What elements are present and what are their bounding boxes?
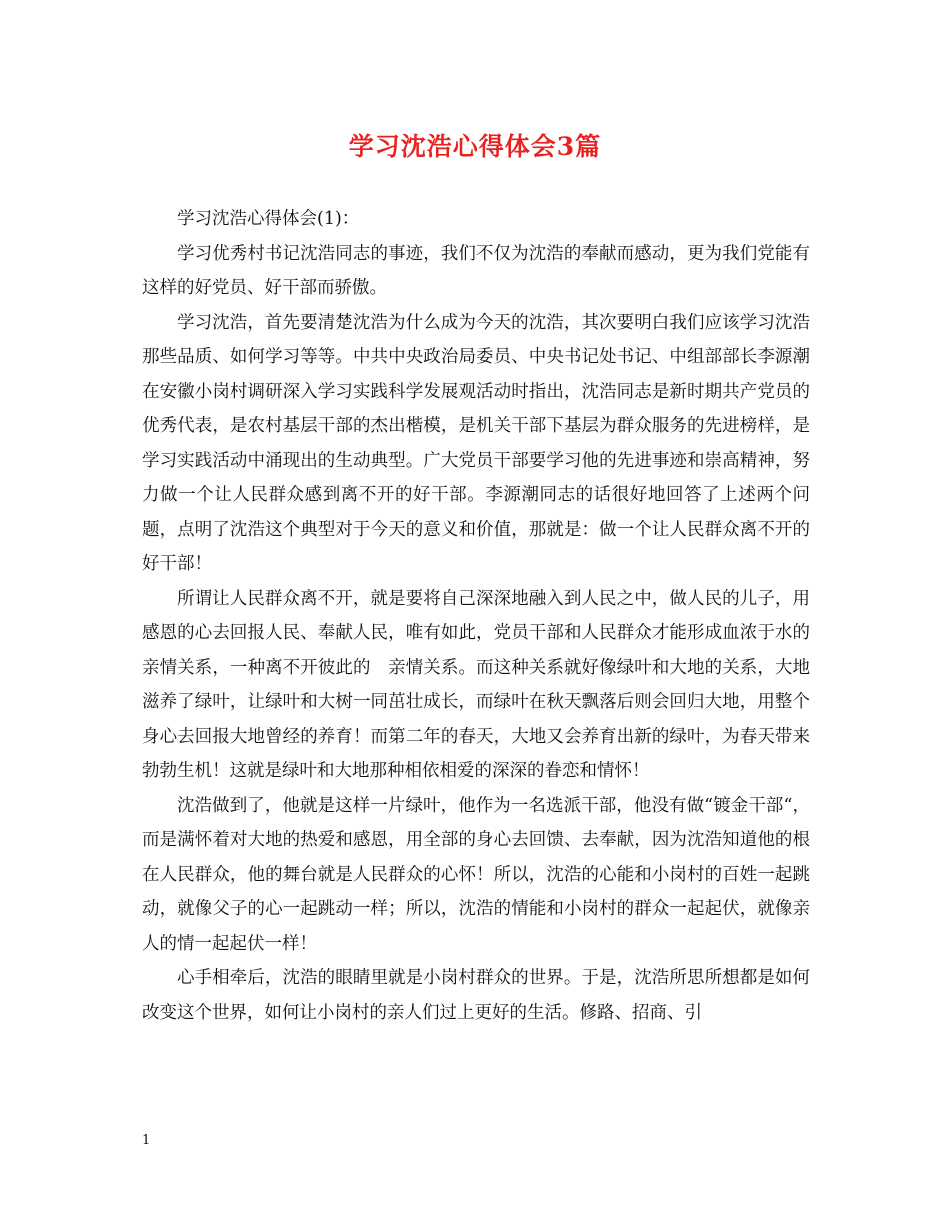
paragraph: 所谓让人民群众离不开，就是要将自己深深地融入到人民之中，做人民的儿子，用感恩的心去回报人民、奉献人民，唯有如此，党员干部和人民群众才能形成血浓于水的亲情关系，一种离不开彼此的 亲情关系。而这种关系就好像绿叶和大地的关系，大地滋养了绿叶，让绿叶和大树一同茁壮成长，而绿叶在秋天飘落后则会回归大地，用整个身心去回报大地曾经的养育！而第二年的春天，大地又会养育出新的绿叶，为春天带来勃勃生机！这就是绿叶和大地那种相依相爱的深深的眷恋和情怀！ (142, 588, 810, 781)
paragraph: 学习沈浩，首先要清楚沈浩为什么成为今天的沈浩，其次要明白我们应该学习沈浩那些品质、如何学习等等。中共中央政治局委员、中央书记处书记、中组部部长李源潮在安徽小岗村调研深入学习实践科学发展观活动时指出，沈浩同志是新时期共产党员的优秀代表，是农村基层干部的杰出楷模，是机关干部下基层为群众服务的先进榜样，是学习实践活动中涌现出的生动典型。广大党员干部要学习他的先进事迹和崇高精神，努力做一个让人民群众感到离不开的好干部。李源潮同志的话很好地回答了上述两个问题，点明了沈浩这个典型对于今天的意义和价值，那就是：做一个让人民群众离不开的好干部！ (142, 312, 810, 574)
page-number: 1 (142, 1133, 151, 1148)
paragraph: 学习优秀村书记沈浩同志的事迹，我们不仅为沈浩的奉献而感动，更为我们党能有这样的好党员、好干部而骄傲。 (142, 243, 810, 298)
paragraph: 沈浩做到了，他就是这样一片绿叶，他作为一名选派干部，他没有做“镀金干部“，而是满怀着对大地的热爱和感恩，用全部的身心去回馈、去奉献，因为沈浩知道他的根在人民群众，他的舞台就是人民群众的心怀！所以，沈浩的心能和小岗村的百姓一起跳动，就像父子的心一起跳动一样；所以，沈浩的情能和小岗村的群众一起起伏，就像亲人的情一起起伏一样！ (142, 795, 810, 954)
document-title: 学习沈浩心得体会3篇 (348, 132, 602, 161)
paragraph: 学习沈浩心得体会(1)： (177, 209, 360, 229)
document-body (142, 202, 810, 1030)
paragraph: 心手相牵后，沈浩的眼睛里就是小岗村群众的世界。于是，沈浩所思所想都是如何改变这个世界，如何让小岗村的亲人们过上更好的生活。修路、招商、引 (142, 968, 810, 1023)
